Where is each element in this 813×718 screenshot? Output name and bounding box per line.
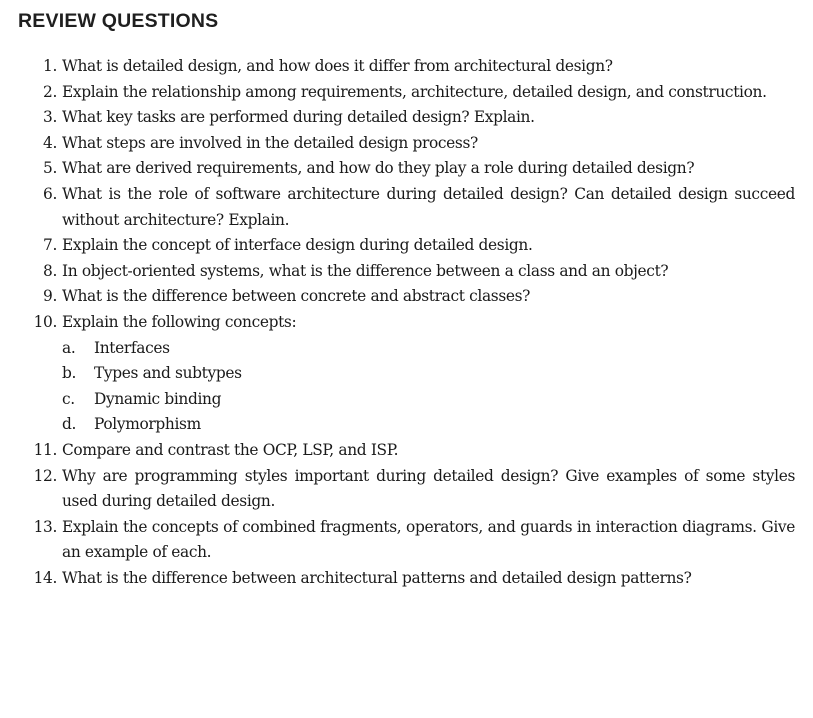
question-item-2: [20, 80, 795, 106]
question-item-7: [20, 233, 795, 259]
question-text: What is the role of software architecture during detailed design? Can detailed design succeed without architecture? Explain.: [62, 184, 795, 229]
question-text: What is detailed design, and how does it differ from architectural design?: [62, 57, 613, 75]
question-item-9: [20, 284, 795, 310]
sub-item-d: [62, 412, 795, 438]
concept-sublist: [62, 336, 795, 438]
question-text: Explain the relationship among requirements, architecture, detailed design, and construction.: [62, 82, 767, 101]
question-number: 9.: [43, 287, 57, 306]
question-text: What are derived requirements, and how do they play a role during detailed design?: [62, 159, 695, 178]
question-text: Explain the concept of interface design during detailed design.: [62, 236, 533, 255]
sub-item-text: Types and subtypes: [94, 364, 242, 383]
question-number: 11.: [33, 440, 57, 459]
sub-item-letter: b.: [62, 364, 77, 383]
section-heading: REVIEW QUESTIONS: [18, 10, 219, 32]
question-text: Explain the concepts of combined fragments, operators, and guards in interaction diagrams. Give an example of each.: [62, 517, 795, 562]
question-text: Compare and contrast the OCP, LSP, and ISP.: [62, 440, 399, 459]
question-number: 10.: [33, 312, 57, 331]
question-text: What is the difference between concrete and abstract classes?: [62, 287, 531, 306]
question-number: 5.: [43, 159, 57, 178]
question-number: 14.: [33, 568, 57, 587]
question-item-6: [20, 182, 795, 233]
question-text: What key tasks are performed during detailed design? Explain.: [62, 108, 535, 127]
question-item-3: [20, 105, 795, 131]
sub-item-letter: c.: [62, 389, 75, 408]
question-item-12: [20, 464, 795, 515]
sub-item-letter: a.: [62, 338, 76, 357]
question-item-14: [20, 566, 795, 592]
question-item-10: [20, 310, 795, 438]
question-number: 12.: [33, 466, 57, 485]
question-item-5: [20, 156, 795, 182]
question-text: What steps are involved in the detailed design process?: [62, 133, 478, 152]
question-item-4: [20, 131, 795, 157]
sub-item-c: [62, 387, 795, 413]
question-number: 4.: [43, 133, 57, 152]
sub-item-text: Polymorphism: [94, 415, 201, 434]
question-number: 2.: [43, 82, 57, 101]
question-number: 8.: [43, 261, 57, 280]
review-question-list: [20, 54, 795, 591]
question-text: Explain the following concepts:: [62, 312, 297, 331]
question-number: 6.: [43, 184, 57, 203]
question-item-13: [20, 515, 795, 566]
question-text: In object-oriented systems, what is the difference between a class and an object?: [62, 261, 669, 280]
sub-item-letter: d.: [62, 415, 77, 434]
question-text: What is the difference between architectural patterns and detailed design patterns?: [62, 568, 692, 587]
question-item-1: [20, 54, 795, 80]
question-text: Why are programming styles important during detailed design? Give examples of some styles used during detailed design.: [62, 466, 795, 511]
sub-item-text: Interfaces: [94, 338, 170, 357]
sub-item-b: [62, 361, 795, 387]
question-number: 13.: [33, 517, 57, 536]
question-number: 7.: [43, 236, 57, 255]
question-item-11: [20, 438, 795, 464]
question-number: 3.: [43, 108, 57, 127]
sub-item-text: Dynamic binding: [94, 389, 222, 408]
sub-item-a: [62, 336, 795, 362]
question-number: 1.: [43, 57, 57, 75]
question-item-8: [20, 259, 795, 285]
